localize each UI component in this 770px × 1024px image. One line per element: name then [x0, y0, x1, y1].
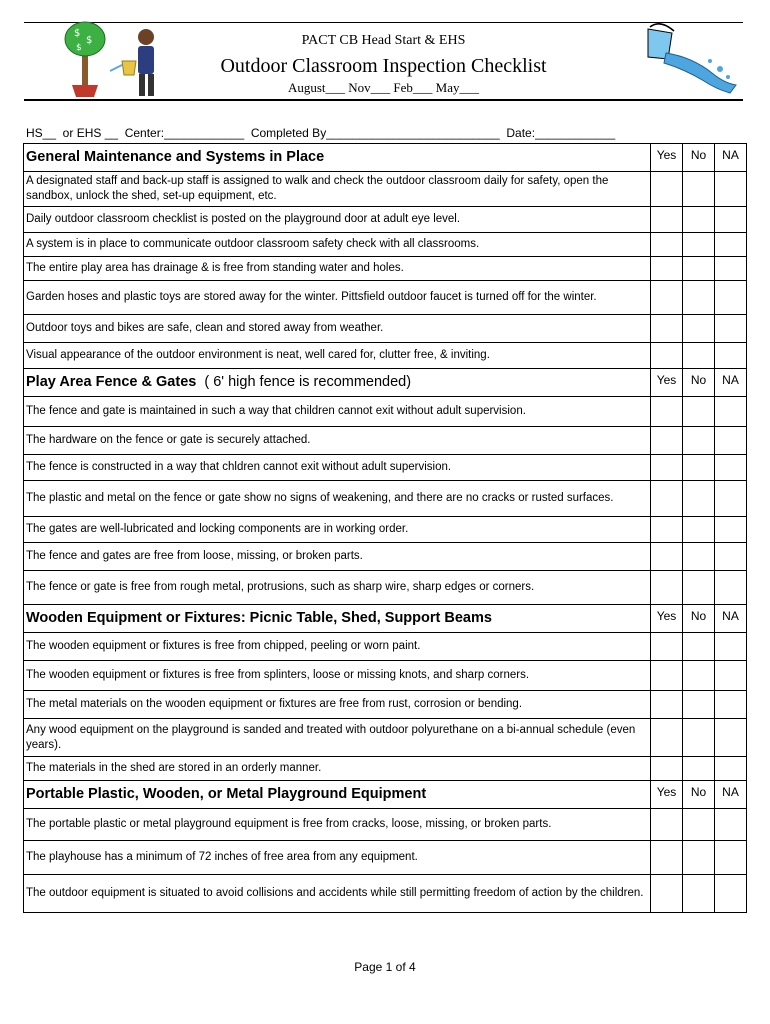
form-info-line: HS__ or EHS __ Center:____________ Completed By__________________________ Date:____________ [26, 126, 616, 140]
water-bucket-clipart-icon [620, 23, 740, 95]
checklist-item-text: Daily outdoor classroom checklist is posted on the playground door at adult eye level. [24, 207, 651, 233]
na-checkbox-cell[interactable] [715, 517, 747, 543]
document-header [24, 22, 743, 101]
checklist-item-text: The wooden equipment or fixtures is free from chipped, peeling or worn paint. [24, 633, 651, 661]
section-subtitle: ( 6' high fence is recommended) [204, 374, 412, 390]
no-checkbox-cell[interactable] [683, 281, 715, 315]
svg-text:$: $ [76, 43, 82, 53]
na-column-label: NA [715, 605, 747, 633]
no-column-label: No [683, 781, 715, 809]
no-checkbox-cell[interactable] [683, 633, 715, 661]
checklist-item-text: The fence and gate is maintained in such a way that children cannot exit without adult supervision. [24, 397, 651, 427]
checklist-item-text: The fence or gate is free from rough metal, protrusions, such as sharp wire, sharp edges or corners. [24, 571, 651, 605]
no-checkbox-cell[interactable] [683, 207, 715, 233]
na-checkbox-cell[interactable] [715, 633, 747, 661]
section-title: General Maintenance and Systems in Place [24, 144, 651, 172]
yes-checkbox-cell[interactable] [651, 691, 683, 719]
no-column-label: No [683, 144, 715, 172]
na-column-label: NA [715, 144, 747, 172]
yes-column-label: Yes [651, 369, 683, 397]
checklist-table [23, 143, 747, 913]
no-checkbox-cell[interactable] [683, 809, 715, 841]
no-checkbox-cell[interactable] [683, 455, 715, 481]
checklist-row [24, 207, 747, 233]
checklist-row [24, 757, 747, 781]
na-checkbox-cell[interactable] [715, 841, 747, 875]
yes-checkbox-cell[interactable] [651, 427, 683, 455]
page-number: Page 1 of 4 [354, 960, 416, 974]
checklist-row [24, 343, 747, 369]
checklist-item-text: The materials in the shed are stored in an orderly manner. [24, 757, 651, 781]
checklist-item-text: Garden hoses and plastic toys are stored away for the winter. Pittsfield outdoor faucet is turned off for the winter. [24, 281, 651, 315]
checklist-item-text: The fence and gates are free from loose, missing, or broken parts. [24, 543, 651, 571]
checklist-row [24, 571, 747, 605]
no-checkbox-cell[interactable] [683, 661, 715, 691]
na-checkbox-cell[interactable] [715, 397, 747, 427]
checklist-row [24, 172, 747, 207]
yes-checkbox-cell[interactable] [651, 543, 683, 571]
yes-checkbox-cell[interactable] [651, 571, 683, 605]
svg-text:$: $ [74, 28, 81, 39]
yes-checkbox-cell[interactable] [651, 719, 683, 757]
no-checkbox-cell[interactable] [683, 343, 715, 369]
checklist-row [24, 455, 747, 481]
checklist-item-text: The gates are well-lubricated and locking components are in working order. [24, 517, 651, 543]
no-checkbox-cell[interactable] [683, 571, 715, 605]
no-checkbox-cell[interactable] [683, 517, 715, 543]
no-column-label: No [683, 369, 715, 397]
no-checkbox-cell[interactable] [683, 427, 715, 455]
checklist-item-text: Outdoor toys and bikes are safe, clean and stored away from weather. [24, 315, 651, 343]
yes-checkbox-cell[interactable] [651, 343, 683, 369]
section-title: Wooden Equipment or Fixtures: Picnic Table, Shed, Support Beams [24, 605, 651, 633]
section-header-row [24, 144, 747, 172]
inspection-months: August___ Nov___ Feb___ May___ [287, 80, 480, 95]
yes-checkbox-cell[interactable] [651, 809, 683, 841]
na-checkbox-cell[interactable] [715, 427, 747, 455]
no-checkbox-cell[interactable] [683, 315, 715, 343]
no-checkbox-cell[interactable] [683, 257, 715, 281]
yes-column-label: Yes [651, 605, 683, 633]
checklist-item-text: Any wood equipment on the playground is sanded and treated with outdoor polyurethane on a bi-annual schedule (even years). [24, 719, 651, 757]
section-header-row [24, 781, 747, 809]
no-checkbox-cell[interactable] [683, 757, 715, 781]
checklist-item-text: The hardware on the fence or gate is securely attached. [24, 427, 651, 455]
checklist-row [24, 427, 747, 455]
yes-column-label: Yes [651, 781, 683, 809]
checklist-item-text: The fence is constructed in a way that chldren cannot exit without adult supervision. [24, 455, 651, 481]
na-checkbox-cell[interactable] [715, 257, 747, 281]
yes-checkbox-cell[interactable] [651, 455, 683, 481]
na-checkbox-cell[interactable] [715, 233, 747, 257]
na-checkbox-cell[interactable] [715, 207, 747, 233]
checklist-row [24, 315, 747, 343]
na-checkbox-cell[interactable] [715, 172, 747, 207]
section-title: Portable Plastic, Wooden, or Metal Playground Equipment [24, 781, 651, 809]
checklist-item-text: Visual appearance of the outdoor environment is neat, well cared for, clutter free, & inviting. [24, 343, 651, 369]
na-checkbox-cell[interactable] [715, 719, 747, 757]
checklist-item-text: A system is in place to communicate outdoor classroom safety check with all classrooms. [24, 233, 651, 257]
yes-checkbox-cell[interactable] [651, 233, 683, 257]
no-checkbox-cell[interactable] [683, 233, 715, 257]
checklist-row [24, 543, 747, 571]
checklist-row [24, 841, 747, 875]
na-checkbox-cell[interactable] [715, 455, 747, 481]
no-checkbox-cell[interactable] [683, 841, 715, 875]
svg-text:$: $ [86, 35, 93, 46]
na-checkbox-cell[interactable] [715, 481, 747, 517]
yes-checkbox-cell[interactable] [651, 172, 683, 207]
section-title: Play Area Fence & Gates ( 6' high fence is recommended) [24, 369, 651, 397]
yes-checkbox-cell[interactable] [651, 875, 683, 913]
no-checkbox-cell[interactable] [683, 875, 715, 913]
no-checkbox-cell[interactable] [683, 691, 715, 719]
yes-checkbox-cell[interactable] [651, 207, 683, 233]
na-column-label: NA [715, 369, 747, 397]
yes-checkbox-cell[interactable] [651, 397, 683, 427]
na-checkbox-cell[interactable] [715, 691, 747, 719]
na-checkbox-cell[interactable] [715, 875, 747, 913]
checklist-item-text: The playhouse has a minimum of 72 inches of free area from any equipment. [24, 841, 651, 875]
no-checkbox-cell[interactable] [683, 481, 715, 517]
yes-checkbox-cell[interactable] [651, 481, 683, 517]
checklist-row [24, 809, 747, 841]
no-checkbox-cell[interactable] [683, 397, 715, 427]
no-column-label: No [683, 605, 715, 633]
yes-checkbox-cell[interactable] [651, 841, 683, 875]
na-checkbox-cell[interactable] [715, 315, 747, 343]
yes-column-label: Yes [651, 144, 683, 172]
na-checkbox-cell[interactable] [715, 809, 747, 841]
yes-checkbox-cell[interactable] [651, 281, 683, 315]
no-checkbox-cell[interactable] [683, 543, 715, 571]
checklist-row [24, 397, 747, 427]
checklist-item-text: The metal materials on the wooden equipment or fixtures are free from rust, corrosion or bending. [24, 691, 651, 719]
section-header-row [24, 369, 747, 397]
page-title: Outdoor Classroom Inspection Checklist [220, 55, 547, 77]
checklist-row [24, 517, 747, 543]
checklist-row [24, 633, 747, 661]
na-checkbox-cell[interactable] [715, 661, 747, 691]
checklist-row [24, 691, 747, 719]
checklist-row [24, 233, 747, 257]
na-checkbox-cell[interactable] [715, 343, 747, 369]
na-checkbox-cell[interactable] [715, 571, 747, 605]
checklist-item-text: The plastic and metal on the fence or gate show no signs of weakening, and there are no cracks or rusted surfaces. [24, 481, 651, 517]
checklist-row [24, 257, 747, 281]
yes-checkbox-cell[interactable] [651, 661, 683, 691]
no-checkbox-cell[interactable] [683, 719, 715, 757]
checklist-row [24, 875, 747, 913]
na-checkbox-cell[interactable] [715, 757, 747, 781]
yes-checkbox-cell[interactable] [651, 757, 683, 781]
na-checkbox-cell[interactable] [715, 281, 747, 315]
yes-checkbox-cell[interactable] [651, 257, 683, 281]
section-header-row [24, 605, 747, 633]
checklist-row [24, 719, 747, 757]
na-column-label: NA [715, 781, 747, 809]
checklist-item-text: The outdoor equipment is situated to avoid collisions and accidents while still permitting freedom of action by the children. [24, 875, 651, 913]
checklist-item-text: A designated staff and back-up staff is assigned to walk and check the outdoor classroom daily for safety, open the sandbox, unlock the shed, set-up equipment, etc. [24, 172, 651, 207]
no-checkbox-cell[interactable] [683, 172, 715, 207]
checklist-item-text: The entire play area has drainage & is free from standing water and holes. [24, 257, 651, 281]
checklist-row [24, 281, 747, 315]
yes-checkbox-cell[interactable] [651, 315, 683, 343]
na-checkbox-cell[interactable] [715, 543, 747, 571]
organization-name: PACT CB Head Start & EHS [301, 33, 466, 48]
checklist-row [24, 661, 747, 691]
checklist-item-text: The portable plastic or metal playground equipment is free from cracks, loose, missing, or broken parts. [24, 809, 651, 841]
checklist-row [24, 481, 747, 517]
yes-checkbox-cell[interactable] [651, 517, 683, 543]
yes-checkbox-cell[interactable] [651, 633, 683, 661]
checklist-item-text: The wooden equipment or fixtures is free from splinters, loose or missing knots, and sharp corners. [24, 661, 651, 691]
